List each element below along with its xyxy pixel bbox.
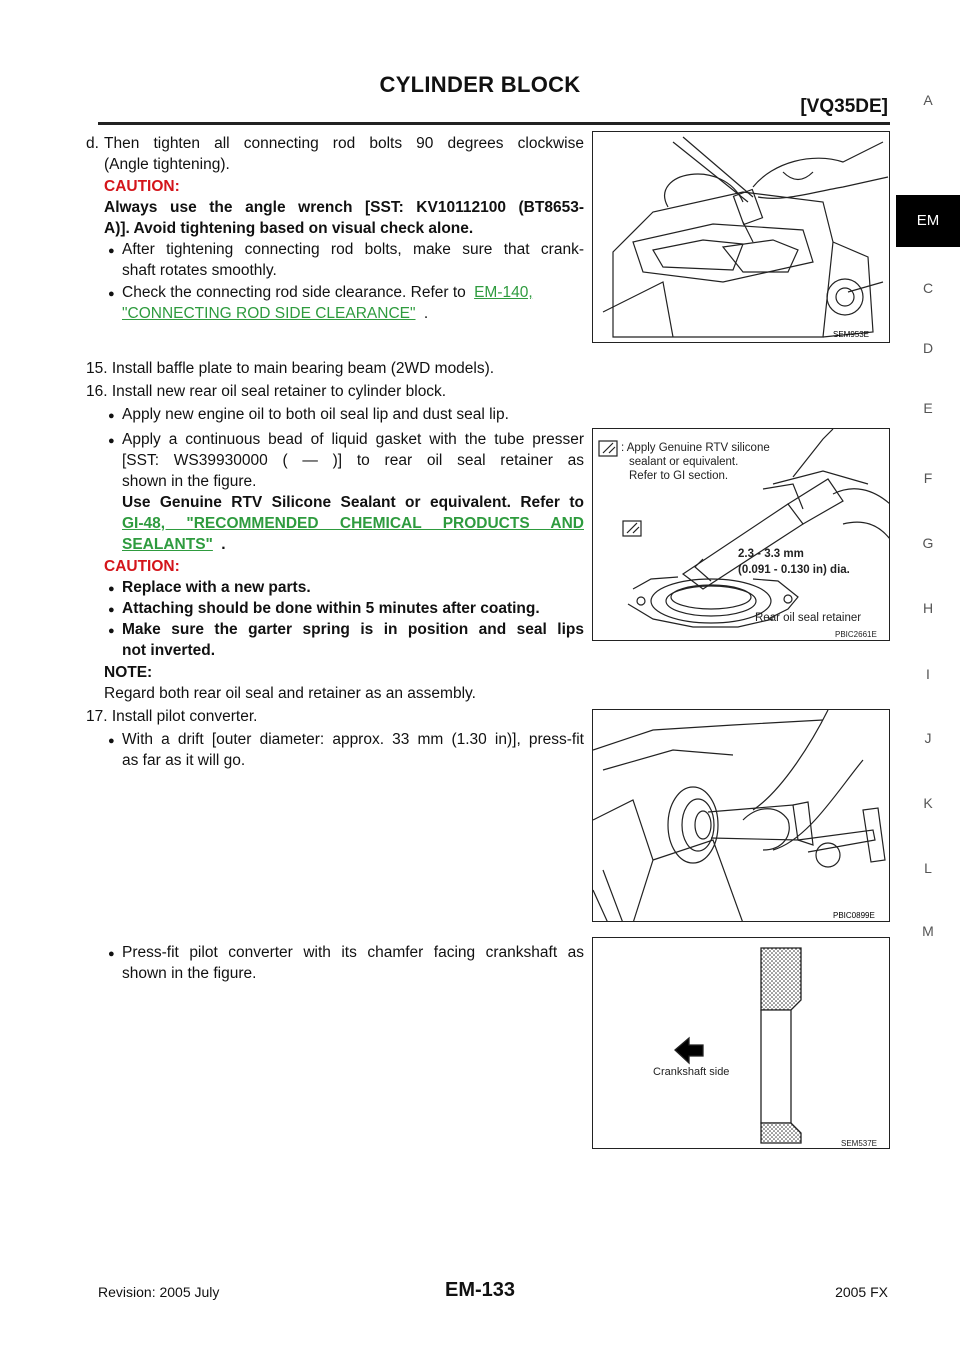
- tab-em[interactable]: EM: [896, 195, 960, 247]
- tab-a[interactable]: A: [923, 92, 933, 108]
- tab-i[interactable]: I: [926, 666, 930, 682]
- bold-instruction: [122, 534, 226, 555]
- tab-f[interactable]: F: [923, 470, 933, 486]
- caution-item: Attaching should be done within 5 minutes after coating.: [122, 600, 540, 617]
- figure-code: SEM953E: [833, 330, 870, 339]
- bullet-text: After tightening connecting rod bolts, make sure that crank-: [122, 241, 584, 258]
- figure-angle-wrench: [592, 131, 890, 343]
- page-title: CYLINDER BLOCK: [379, 72, 581, 97]
- step-text: (Angle tightening).: [104, 156, 230, 173]
- step-text: 15. Install baffle plate to main bearing beam (2WD models).: [86, 360, 495, 377]
- bold-instruction: Use Genuine RTV Silicone Sealant or equivalent. Refer to: [122, 494, 584, 511]
- caution-item: not inverted.: [122, 642, 216, 659]
- link-sealants[interactable]: SEALANTS": [122, 536, 213, 553]
- tab-e[interactable]: E: [923, 400, 933, 416]
- angle-wrench-illustration: [593, 132, 890, 343]
- step-text: Then tighten all connecting rod bolts 90 degrees clockwise: [104, 135, 584, 152]
- bullet-text: [SST: WS39930000 ( — )] to rear oil seal retainer as: [122, 452, 584, 469]
- figure-dimension: (0.091 - 0.130 in) dia.: [738, 564, 850, 576]
- caution-item: Make sure the garter spring is in position and seal lips: [122, 621, 584, 638]
- figure-legend: : Apply Genuine RTV silicone: [621, 442, 770, 454]
- bullet-text: shown in the figure.: [122, 473, 257, 490]
- step-text: 16. Install new rear oil seal retainer to cylinder block.: [86, 383, 447, 400]
- figure-part-label: Rear oil seal retainer: [755, 612, 862, 624]
- bullet-icon: ●: [108, 288, 115, 300]
- figure-pilot-converter-drift: [592, 709, 890, 922]
- link-gi-48[interactable]: GI-48, "RECOMMENDED CHEMICAL PRODUCTS AND: [122, 515, 584, 532]
- tab-m[interactable]: M: [922, 923, 934, 939]
- bullet-text: Apply a continuous bead of liquid gasket with the tube presser: [122, 431, 584, 448]
- figure-label: Crankshaft side: [653, 1066, 730, 1078]
- caution-label: CAUTION:: [104, 558, 180, 575]
- caution-label: CAUTION:: [104, 178, 180, 195]
- bullet-icon: ●: [108, 604, 115, 616]
- bullet-text: With a drift [outer diameter: approx. 33 mm (1.30 in)], press-fit: [122, 731, 584, 748]
- rtv-sealant-illustration: [593, 429, 890, 641]
- bullet-text: [122, 303, 428, 324]
- text-tail: .: [423, 305, 429, 322]
- bullet-text: Apply new engine oil to both oil seal lip and dust seal lip.: [122, 406, 509, 423]
- note-text: Regard both rear oil seal and retainer as an assembly.: [104, 685, 476, 702]
- text-tail: .: [221, 536, 226, 553]
- figure-code: PBIC0899E: [833, 911, 875, 920]
- bullet-text: [122, 282, 533, 303]
- step-letter: d.: [86, 135, 99, 152]
- step-text: 17. Install pilot converter.: [86, 708, 258, 725]
- caution-text: A)]. Avoid tightening based on visual check alone.: [104, 220, 474, 237]
- pilot-converter-cross-section: [593, 938, 890, 1149]
- figure-legend: sealant or equivalent.: [629, 456, 739, 468]
- engine-code: [VQ35DE]: [800, 96, 888, 117]
- model-year: 2005 FX: [835, 1284, 888, 1300]
- page-number: EM-133: [444, 1279, 516, 1301]
- tab-d[interactable]: D: [922, 340, 934, 356]
- bullet-text: shown in the figure.: [122, 965, 257, 982]
- revision-date: Revision: 2005 July: [98, 1284, 220, 1300]
- bullet-icon: ●: [108, 625, 115, 637]
- bullet-icon: ●: [108, 583, 115, 595]
- bullet-icon: ●: [108, 245, 115, 257]
- figure-rear-oil-seal-retainer: [592, 428, 890, 641]
- figure-code: SEM537E: [841, 1139, 878, 1148]
- caution-text: Always use the angle wrench [SST: KV10112100 (BT8653-: [104, 199, 584, 216]
- link-connecting-rod-side-clearance[interactable]: "CONNECTING ROD SIDE CLEARANCE": [122, 305, 416, 322]
- bullet-text: Press-fit pilot converter with its chamfer facing crankshaft as: [122, 944, 584, 961]
- drift-press-fit-illustration: [593, 710, 890, 922]
- bullet-text-main: Check the connecting rod side clearance. Refer to: [122, 284, 466, 301]
- bullet-text: as far as it will go.: [122, 752, 246, 769]
- link-em-140[interactable]: EM-140,: [474, 284, 533, 301]
- bullet-text: shaft rotates smoothly.: [122, 262, 277, 279]
- tab-k[interactable]: K: [923, 795, 933, 811]
- bullet-icon: ●: [108, 435, 115, 447]
- tab-l[interactable]: L: [924, 860, 932, 876]
- caution-item: Replace with a new parts.: [122, 579, 311, 596]
- figure-code: PBIC2661E: [835, 630, 877, 639]
- bullet-icon: ●: [108, 410, 115, 422]
- tab-c[interactable]: C: [922, 280, 934, 296]
- tab-h[interactable]: H: [922, 600, 934, 616]
- bullet-icon: ●: [108, 735, 115, 747]
- tab-g[interactable]: G: [922, 535, 934, 551]
- figure-dimension: 2.3 - 3.3 mm: [738, 548, 804, 560]
- figure-chamfer-direction: [592, 937, 890, 1149]
- note-label: NOTE:: [104, 664, 153, 681]
- bullet-icon: ●: [108, 948, 115, 960]
- tab-j[interactable]: J: [924, 730, 932, 746]
- header-divider: [98, 122, 890, 125]
- figure-legend: Refer to GI section.: [629, 470, 729, 482]
